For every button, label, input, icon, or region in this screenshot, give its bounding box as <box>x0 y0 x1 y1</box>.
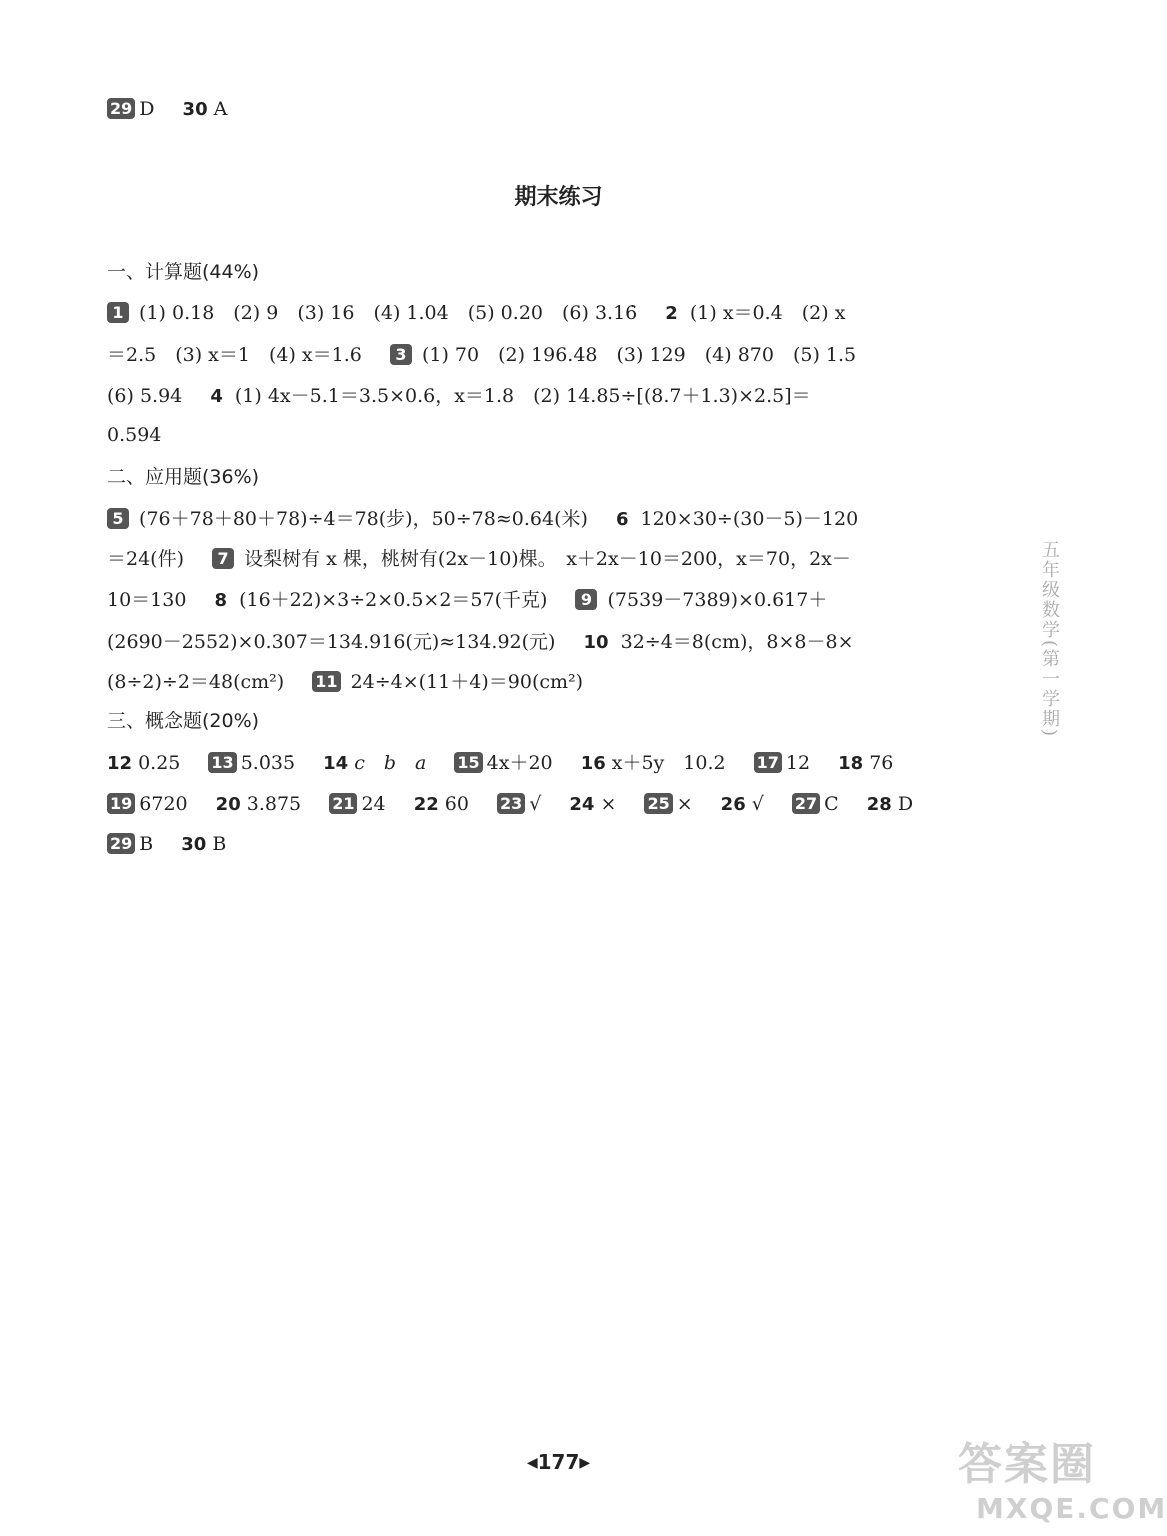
side-book-title: 五年级数学(第一学期) <box>1039 540 1060 739</box>
question-number: 2 <box>665 303 678 324</box>
question-number-box: 23 <box>497 793 525 814</box>
page-number <box>0 1450 1117 1474</box>
answer-text: (1) 4x－5.1＝3.5×0.6，x＝1.8 (2) 14.85÷[(8.7＋1.3)×2.5]＝ <box>234 385 811 407</box>
question-number-box: 13 <box>208 752 236 773</box>
question-number: 14 <box>323 753 349 774</box>
answer-text: (16＋22)×3÷2×0.5×2＝57(千克) <box>239 589 548 611</box>
answer: 5.0̇35̇ <box>240 752 296 774</box>
question-number: 30 <box>182 99 208 120</box>
section-heading-application: 二、应用题(36%) <box>107 466 260 488</box>
watermark-url: MXQE.COM <box>976 1492 1167 1525</box>
answer-text: 10＝130 <box>107 589 187 611</box>
answer-line <box>107 422 161 448</box>
answer-line-top <box>107 96 227 123</box>
answer: × <box>676 793 693 815</box>
answer: √ <box>751 793 764 815</box>
answer-text: 120×30÷(30－5)－120 <box>640 508 859 530</box>
question-number: 6 <box>615 509 629 530</box>
answer-line <box>107 587 827 614</box>
answer-text: (1) 0.18 (2) 9 (3) 16 (4) 1.04 (5) 0.20 (6) 3.16̇ <box>139 302 638 324</box>
left-triangle-icon: ◀ <box>526 1455 538 1471</box>
section-heading-concept: 三、概念题(20%) <box>107 710 260 732</box>
answer: 6720 <box>139 793 188 815</box>
answer-line <box>107 506 858 533</box>
question-number-box: 27 <box>792 793 820 814</box>
question-number-box: 3 <box>390 344 412 365</box>
question-number-box: 25 <box>644 793 672 814</box>
answer: 0.25 <box>138 752 181 774</box>
right-triangle-icon: ▶ <box>579 1455 591 1471</box>
answer: D <box>139 98 155 120</box>
answer-line <box>107 383 811 410</box>
answer: √ <box>529 793 542 815</box>
answer-text: ＝2.5 (3) x＝1 (4) x＝1.6 <box>107 344 362 366</box>
question-number: 18 <box>838 753 864 774</box>
answer: B <box>139 833 154 855</box>
answer-text: (76＋78＋80＋78)÷4＝78(步)，50÷78≈0.64(米) <box>139 508 588 530</box>
answer-line <box>107 831 226 858</box>
answer-text: 32÷4＝8(cm)，8×8－8× <box>620 631 854 653</box>
answer-line <box>107 791 913 818</box>
answer-line <box>107 342 856 368</box>
question-number: 8 <box>214 590 228 611</box>
question-number-box: 11 <box>312 671 340 692</box>
answer: 76 <box>869 752 894 774</box>
question-number-box: 9 <box>575 589 597 610</box>
answer-line <box>107 629 854 656</box>
answer-text: (1) 70 (2) 196.48 (3) 129 (4) 870 (5) 1.5 <box>421 344 857 366</box>
answer: × <box>600 793 617 815</box>
question-number: 30 <box>181 834 207 855</box>
answer: A <box>213 98 228 120</box>
section-heading-calculation: 一、计算题(44%) <box>107 261 260 283</box>
question-number: 16 <box>580 753 606 774</box>
answer-text: (6) 5.94 <box>107 385 183 407</box>
page-title: 期末练习 <box>514 185 603 210</box>
answer-text: (7539－7389)×0.617＋ <box>607 589 828 611</box>
question-number-box: 29 <box>107 833 135 854</box>
question-number-box: 5 <box>107 508 129 529</box>
answer-line <box>107 750 893 777</box>
answer: B <box>212 833 227 855</box>
question-number-box: 1 <box>107 302 129 323</box>
answer-text: ＝24(件) <box>107 548 185 570</box>
answer: 3.875 <box>246 793 302 815</box>
answer-line <box>107 546 851 572</box>
answer-text: 设梨树有 x 棵，桃树有(2x－10)棵。 x＋2x－10＝200，x＝70，2x－ <box>244 548 851 570</box>
answer: 12 <box>785 752 811 774</box>
watermark-text: 答案圈 <box>958 1439 1096 1490</box>
question-number-box: 19 <box>107 793 135 814</box>
question-number: 26 <box>720 794 746 815</box>
answer-line <box>107 300 845 327</box>
question-number: 28 <box>866 794 892 815</box>
question-number: 10 <box>583 632 609 653</box>
question-number: 4 <box>210 386 223 407</box>
question-number-box: 15 <box>454 752 482 773</box>
answer-text: (2690－2552)×0.307＝134.916(元)≈134.92(元) <box>107 631 556 653</box>
question-number: 22 <box>413 794 439 815</box>
answer: x＋5y 10.2 <box>611 752 726 774</box>
answer-text: (1) x＝0.4 (2) x <box>689 302 846 324</box>
answer-text: 24÷4×(11＋4)＝90(cm²) <box>350 671 584 693</box>
question-number: 12 <box>107 753 133 774</box>
answer: 4x＋20 <box>486 752 553 774</box>
question-number-box: 17 <box>754 752 782 773</box>
question-number-box: 21 <box>329 793 357 814</box>
answer: C <box>824 793 839 815</box>
question-number: 20 <box>215 794 241 815</box>
answer: 24 <box>361 793 386 815</box>
page-number-text: 177 <box>537 1450 580 1474</box>
answer-line <box>107 669 583 695</box>
answer: 60 <box>444 793 469 815</box>
answer: D <box>897 793 914 815</box>
question-number-box: 29 <box>107 98 135 119</box>
answer-text: 0.594 <box>107 424 162 446</box>
answer-text: (8÷2)÷2＝48(cm²) <box>107 671 285 693</box>
answer: c b a <box>354 752 427 774</box>
question-number-box: 7 <box>212 548 234 569</box>
watermark-logo <box>958 1428 1167 1525</box>
question-number: 24 <box>569 794 595 815</box>
